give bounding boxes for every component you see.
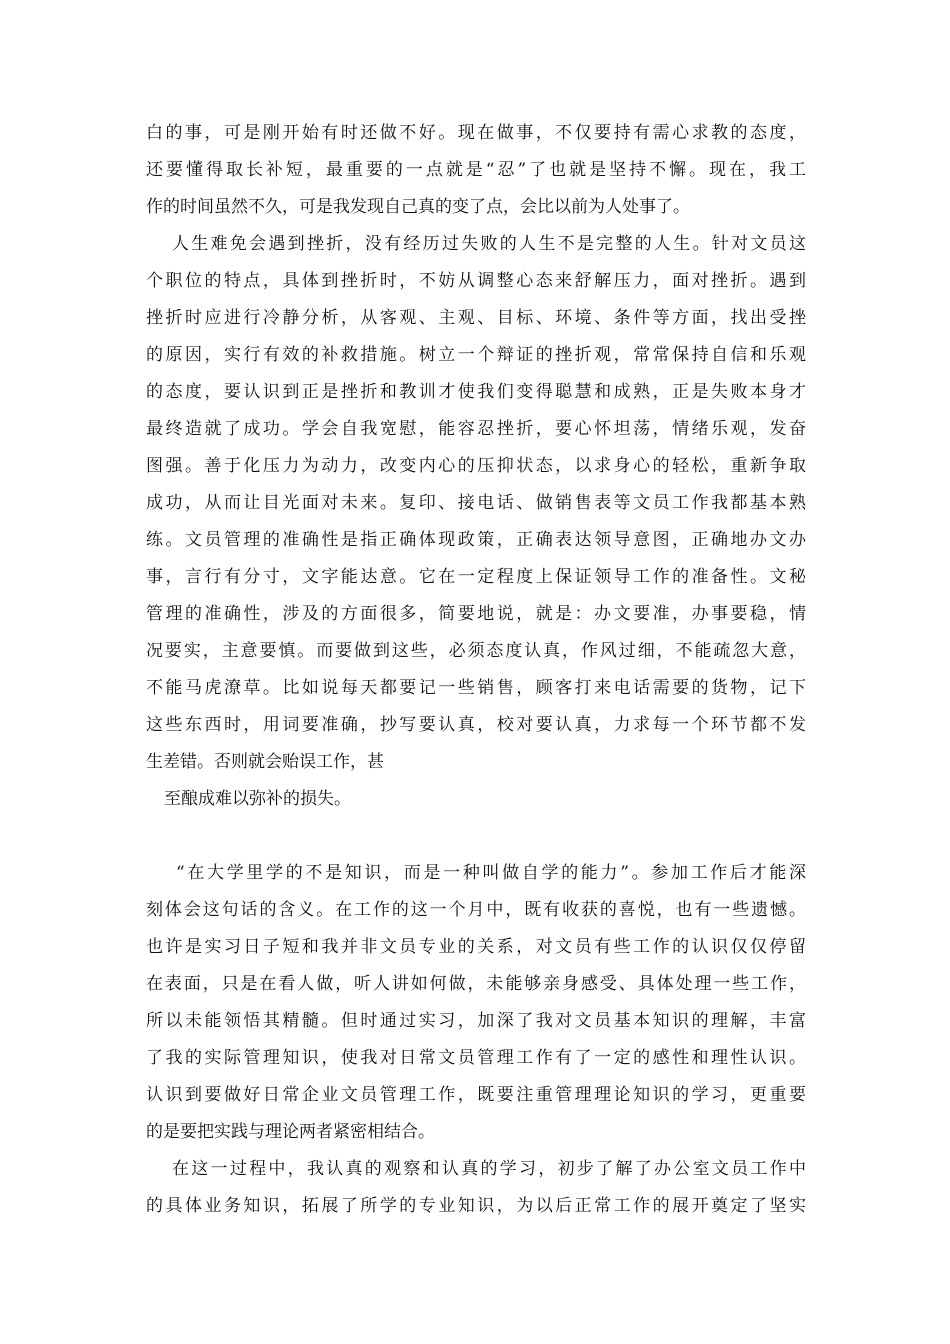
text-line: 的原因，实行有效的补救措施。树立一个辩证的挫折观，常常保持自信和乐观 bbox=[146, 345, 806, 365]
text-line: 个职位的特点，具体到挫折时，不妨从调整心态来舒解压力，面对挫折。遇到 bbox=[146, 271, 806, 291]
text-line: 况要实，主意要慎。而要做到这些，必须态度认真，作风过细，不能疏忽大意， bbox=[146, 641, 806, 661]
text-line: 白的事，可是刚开始有时还做不好。现在做事，不仅要持有需心求教的态度， bbox=[146, 123, 806, 143]
text-line: 图强。善于化压力为动力，改变内心的压抑状态，以求身心的轻松，重新争取 bbox=[146, 456, 806, 476]
text-line: 了我的实际管理知识，使我对日常文员管理工作有了一定的感性和理性认识。 bbox=[146, 1048, 806, 1068]
text-line: 的是要把实践与理论两者紧密相结合。 bbox=[146, 1122, 435, 1142]
text-line: 这些东西时，用词要准确，抄写要认真，校对要认真，力求每一个环节都不发 bbox=[146, 715, 806, 735]
text-line: 刻体会这句话的含义。在工作的这一个月中，既有收获的喜悦，也有一些遗憾。 bbox=[146, 900, 806, 920]
text-line: 认识到要做好日常企业文员管理工作，既要注重管理理论知识的学习，更重要 bbox=[146, 1085, 806, 1105]
text-line: 的具体业务知识，拓展了所学的专业知识，为以后正常工作的展开奠定了坚实 bbox=[146, 1196, 806, 1216]
text-line: 也许是实习日子短和我并非文员专业的关系，对文员有些工作的认识仅仅停留 bbox=[146, 937, 806, 957]
text-line: 不能马虎潦草。比如说每天都要记一些销售，顾客打来电话需要的货物，记下 bbox=[146, 678, 806, 698]
text-line: 在这一过程中，我认真的观察和认真的学习，初步了解了办公室文员工作中 bbox=[172, 1159, 806, 1179]
text-line: 的态度，要认识到正是挫折和教训才使我们变得聪慧和成熟，正是失败本身才 bbox=[146, 382, 806, 402]
text-line: 所以未能领悟其精髓。但时通过实习，加深了我对文员基本知识的理解，丰富 bbox=[146, 1011, 806, 1031]
text-line: 管理的准确性，涉及的方面很多，简要地说，就是：办文要准，办事要稳，情 bbox=[146, 604, 806, 624]
text-line: 成功，从而让目光面对未来。复印、接电话、做销售表等文员工作我都基本熟 bbox=[146, 493, 806, 513]
text-line: 至酿成难以弥补的损失。 bbox=[164, 789, 351, 809]
text-line: 最终造就了成功。学会自我宽慰，能容忍挫折，要心怀坦荡，情绪乐观，发奋 bbox=[146, 419, 806, 439]
text-line: “在大学里学的不是知识，而是一种叫做自学的能力”。参加工作后才能深 bbox=[176, 863, 806, 883]
text-line: 人生难免会遇到挫折，没有经历过失败的人生不是完整的人生。针对文员这 bbox=[172, 234, 806, 254]
text-line: 事，言行有分寸，文字能达意。它在一定程度上保证领导工作的准备性。文秘 bbox=[146, 567, 806, 587]
text-line: 练。文员管理的准确性是指正确体现政策，正确表达领导意图，正确地办文办 bbox=[146, 530, 806, 550]
text-line: 还要懂得取长补短，最重要的一点就是“忍”了也就是坚持不懈。现在，我工 bbox=[146, 160, 806, 180]
text-line: 生差错。否则就会贻误工作，甚 bbox=[146, 752, 384, 772]
text-line: 挫折时应进行冷静分析，从客观、主观、目标、环境、条件等方面，找出受挫 bbox=[146, 308, 806, 328]
text-line: 作的时间虽然不久，可是我发现自己真的变了点，会比以前为人处事了。 bbox=[146, 197, 690, 217]
text-line: 在表面，只是在看人做，听人讲如何做，未能够亲身感受、具体处理一些工作， bbox=[146, 974, 806, 994]
